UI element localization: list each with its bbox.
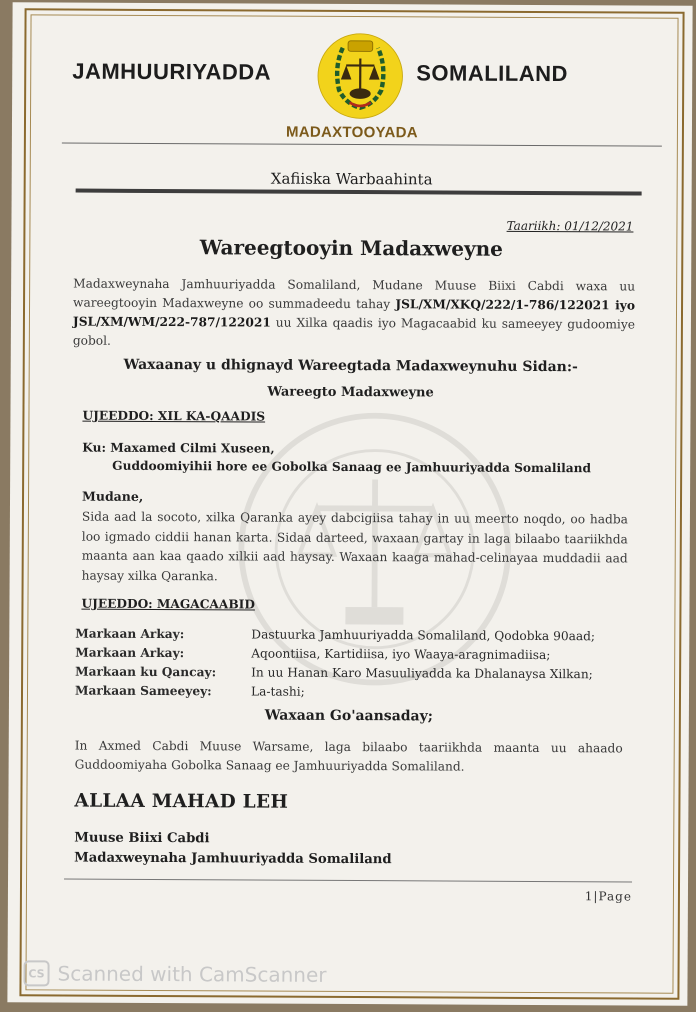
- decision-heading: Waxaan Go'aansaday;: [264, 707, 433, 725]
- header-country-right: SOMALILAND: [416, 60, 568, 87]
- signatory-title: Madaxweynaha Jamhuuriyadda Somaliland: [74, 850, 392, 868]
- section-heading-dismissal: UJEEDDO: XIL KA-QAADIS: [82, 408, 266, 424]
- department-name: Xafiiska Warbaahinta: [270, 169, 433, 189]
- document-page: [7, 2, 692, 1006]
- document-date: Taariikh: 01/12/2021: [506, 218, 634, 234]
- considerations-list: [75, 625, 595, 704]
- closing-phrase: ALLAA MAHAD LEH: [74, 790, 289, 813]
- appointment-paragraph: In Axmed Cabdi Muuse Warsame, laga bilaabo taariikhda maanta uu ahaado Guddoomiyaha Gobolka Sanaag ee Jamhuuriyadda Somaliland.: [74, 738, 623, 774]
- subheading: Waxaanay u dhignayd Wareegtada Madaxweynuhu Sidan:-: [123, 356, 578, 376]
- consideration-row: Markaan Sameeyey: La-tashi;: [74, 683, 305, 699]
- consideration-row: Markaan Arkay: Aqoontiisa, Kartidiisa, iyo Waaya-aragnimadiisa;: [75, 645, 551, 663]
- header-country-left: JAMHUURIYADDA: [72, 58, 272, 85]
- addressee-title: Guddoomiyihii hore ee Gobolka Sanaag ee Jamhuuriyadda Somaliland: [112, 458, 592, 476]
- page-number: 1|Page: [584, 889, 632, 904]
- intro-paragraph: Madaxweynaha Jamhuuriyadda Somaliland, Mudane Muuse Biixi Cabdi waxa uu wareegtooyin Madaxweyne oo summadeedu tahay JSL/XM/XKQ/222/1-786/122021 iyo JSL/XM/WM/222-787/122021 uu Xilka qaadis iyo Magacaabid ku sameeyey gudoomiye gobol.: [72, 276, 636, 348]
- dismissal-paragraph: Sida aad la socoto, xilka Qaranka ayey dabcigiisa tahay in uu meerto noqdo, oo hadba loo igmado ciddii hanan karta. Sidaa darteed, waxaan gartay in laga bilaabo taariikhda maanta aan kaa qaado xilkii aad haysay. Waxaan kaaga mahad-celinayaa muddadii aad haysay xilka Qaranka.: [81, 509, 628, 583]
- camscanner-logo-icon: CS: [23, 960, 49, 986]
- salutation: Mudane,: [81, 488, 144, 504]
- consideration-row: Markaan ku Qancay: In uu Hanan Karo Masuuliyadda ka Dhalanaysa Xilkan;: [75, 664, 593, 682]
- section-heading-appointment: UJEEDDO: MAGACAABID: [81, 596, 255, 612]
- consideration-row: Markaan Arkay: Dastuurka Jamhuuriyadda Somaliland, Qodobka 90aad;: [75, 626, 596, 644]
- subtitle: Wareegto Madaxweyne: [267, 384, 434, 401]
- signatory-name: Muuse Biixi Cabdi: [74, 830, 210, 847]
- scanner-text: Scanned with CamScanner: [57, 961, 327, 987]
- decree-reference: JSL/XM/XKQ/222/1-786/122021 iyo JSL/XM/WM/222-787/122021: [72, 297, 636, 330]
- document-title: Wareegtooyin Madaxweyne: [199, 235, 503, 261]
- office-name: MADAXTOOYADA: [285, 123, 418, 142]
- addressee-line: Ku: Maxamed Cilmi Xuseen,: [82, 440, 275, 456]
- national-seal-icon: [316, 32, 404, 120]
- scanner-watermark: [23, 960, 326, 988]
